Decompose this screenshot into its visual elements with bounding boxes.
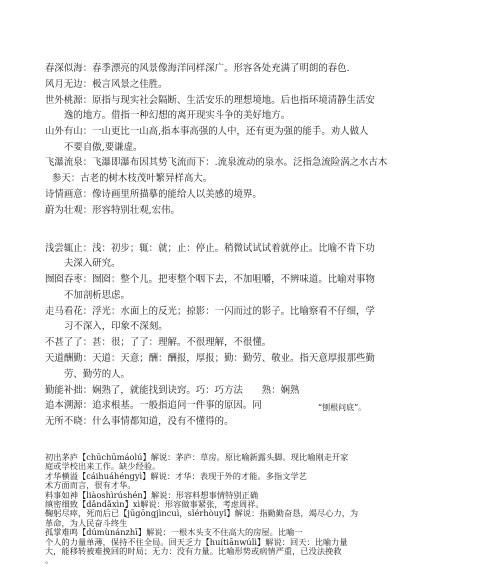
text-line: 夫深入研究。 — [64, 258, 121, 269]
text-line: 料事如神【liàoshìrúshén】解说：形容料想事情特别正确 — [45, 489, 259, 500]
text-line: 习不深入，印象不深刻。 — [64, 321, 168, 332]
text-line: 不要自傲,要谦虚。 — [64, 142, 143, 153]
text-line: 世外桃源：原指与现实社会隔断、生活安乐的理想境地。后也指环境清静生活安 — [45, 95, 375, 106]
inline-quote: “刨根问底”。 — [318, 403, 367, 412]
text-line: 孤掌难鸣【dúmùnánzhī】解说：一根木头支不住高大的房屋。比喻一 — [45, 527, 303, 538]
text-line: 个人的力量单薄，保持不住全局。回天乏力【huítiānwúlì】解说：回天：比喻力量 — [45, 536, 348, 547]
text-line: 劳、勤劳的人。 — [64, 369, 130, 380]
text-line: 无所不晓：什么事情都知道，没有不懂得的。 — [45, 416, 234, 427]
text-line: 浅尝辄止：浅：初步；辄：就；止：停止。稍微试试试着就停止。比喻不肯下功 — [45, 243, 375, 254]
text-line: 术方面而言，很有才华。 — [45, 480, 136, 491]
text-line: 走马看花：浮光：水面上的反光；掠影：一闪而过的影子。比喻察看不仔细，学 — [45, 306, 375, 317]
text-line: 缜密细致【dǎndǎxìn】xì解说：形容做事紧张，考虑周祥。 — [45, 499, 264, 509]
text-line: 逸的地方。借指一种幻想的离开现实斗争的美好地方。 — [64, 110, 291, 121]
text-line: 不甚了了：甚：很；了了：理解。不很理解，不很懂。 — [45, 337, 272, 348]
text-line: 大，能移转被难挽回的时局；无力：没有力量。比喻形势或病情严重，已没法挽救 — [45, 546, 342, 556]
text-line: 囫囵吞枣：囫囵：整个儿。把枣整个咽下去，不加咀嚼，不辨味道。比喻对事物 — [45, 274, 375, 285]
text-line: 风月无边：极言风景之佳胜。 — [45, 79, 168, 90]
text-line: 蔚为壮观：形容特别壮观,宏伟。 — [45, 205, 180, 216]
text-line: 春深似海：春季漂亮的风景像海洋同样深广。形容各处充满了明朗的春色. — [45, 63, 350, 74]
text-line: 天道酬勤：天道：天意；酬：酬报，厚报；勤：勤劳、敬业。指天意厚报那些勤 — [45, 353, 375, 364]
text-line: 不加剖析思虑。 — [64, 290, 130, 301]
text-line: 山外有山：一山更比一山高,指本事高强的人中，还有更为强的能手。劝人做人 — [45, 126, 369, 137]
text-line: 追本溯源：追求根基。一般指追问一件事的原因。同 — [45, 400, 262, 411]
text-line: 初出茅庐【chūchūmáolú】解说：茅庐：草房。原比喻新露头脚。现比喻刚走开家 — [45, 452, 349, 462]
text-line: 才华横溢【cáihuáhéngyì】解说：才华：表现于外的才能。多指文学艺 — [45, 470, 307, 481]
text-line: 参天：古老的树木枝茂叶繁异样高大。 — [52, 173, 213, 184]
text-line: 诗情画意：像诗画里所描摹的能给人以美感的境界。 — [45, 189, 262, 200]
text-line: 。 — [45, 555, 54, 566]
text-line: 勤能补拙：娴熟了，就能找到诀窍。巧：巧方法 熟：娴熟 — [45, 385, 300, 396]
text-line: 革命，为人民奋斗终生 — [45, 517, 128, 528]
text-line: 鞠躬尽瘁，死而后已【jūgōngjìncuì，sǐérhòuyǐ】解说：指勤勤奋恳，竭尽心力，为 — [45, 508, 359, 519]
text-line: 飞瀑流泉：飞瀑即瀑布因其势飞流而下：.流泉流动的泉水。泛指急流险涡之水古木 — [45, 157, 388, 168]
text-line: 庭或学校出来工作。缺少经验。 — [45, 461, 161, 472]
